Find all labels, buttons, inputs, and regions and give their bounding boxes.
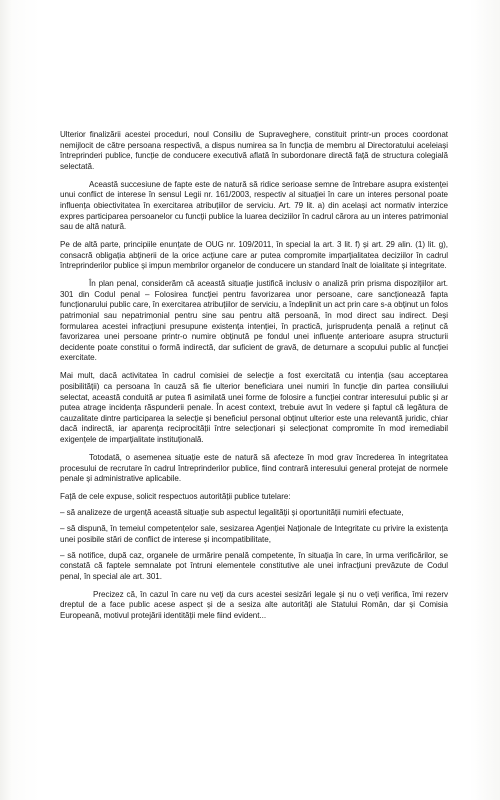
request-item-3: – să notifice, după caz, organele de urmărire penală competente, în situația în care, în urma verificărilor, se constată că faptele semnalate pot întruni elementele constitutive ale unei infracțiuni prevăzute de Codul penal, în special ale art. 301. (60, 550, 448, 581)
paragraph-1: Ulterior finalizării acestei proceduri, noul Consiliu de Supraveghere, constituit printr-un proces coordonat nemijlocit de către persoana respectivă, a dispus numirea sa în funcția de membru al Directoratului aceleiași întreprinderi publice, funcție de conducere executivă aflată în subordonare directă față de structura colegială selectată. (60, 130, 448, 171)
request-item-1: – să analizeze de urgență această situație sub aspectul legalității și oportunității numirii efectuate, (60, 507, 404, 517)
paragraph-4: În plan penal, considerăm că această situație justifică inclusiv o analiză prin prisma dispozițiilor art. 301 din Codul penal – Folosirea funcției pentru favorizarea unor persoane, care sancționează fapta funcționarului public care, în exercitarea atribuțiilor de serviciu, a îndeplinit un act prin care s-a obținut un folos patrimonial sau nepatrimonial pentru sine sau pentru altă persoană, în mod direct sau indirect. Deși formularea acestei infracțiuni presupune existența intenției, în practică, jurisprudența penală a reținut că favorizarea unei persoane printr-o numire obținută pe fondul unei influențe anterioare asupra structurii decidente poate constitui o formă indirectă, dar suficient de gravă, de deturnare a scopului public al funcției exercitate. (60, 279, 448, 363)
document-body (60, 130, 448, 629)
paragraph-6: Totodată, o asemenea situație este de natură să afecteze în mod grav încrederea în integritatea procesului de recrutare în cadrul întreprinderilor publice, fiind contrară interesului general protejat de normele penale și administrative aplicabile. (60, 452, 448, 484)
paragraph-2: Această succesiune de fapte este de natură să ridice serioase semne de întrebare asupra existenței unui conflict de interese în sensul Legii nr. 161/2003, respectiv al situației în care un interes personal poate influența obiectivitatea în exercitarea atribuțiilor de serviciu. Art. 79 lit. a) din același act normativ interzice expres participarea persoanelor cu funcții publice la luarea deciziilor în cadrul cărora au un interes patrimonial sau de altă natură. (60, 179, 448, 232)
request-item-2: – să dispună, în temeiul competențelor sale, sesizarea Agenției Naționale de Integritate cu privire la existența unei posibile stări de conflict de interese și incompatibilitate, (60, 523, 448, 544)
paragraph-3: Pe de altă parte, principiile enunțate de OUG nr. 109/2011, în special la art. 3 lit. f) și art. 29 alin. (1) lit. g), consacră obligația abținerii de la orice acțiune care ar putea compromite imparțialitatea deciziilor în cadrul întreprinderilor publice și impun membrilor organelor de conducere un standard înalt de loialitate și integritate. (60, 240, 448, 271)
closing-paragraph: Precizez că, în cazul în care nu veți da curs acestei sesizări legale și nu o veți verifica, îmi rezerv dreptul de a face public acese aspect și de a sesiza alte autorități ale Statului Român, dar și Comisia Europeană, motivul protejării identității mele fiind evident... (60, 589, 448, 621)
paragraph-7: Față de cele expuse, solicit respectuos autorității publice tutelare: (60, 492, 291, 502)
paragraph-5: Mai mult, dacă activitatea în cadrul comisiei de selecție a fost exercitată cu intenția (sau acceptarea posibilității) ca persoana în cauză să fie ulterior beneficiara unei numiri în funcție din partea consiliului selectat, această conduită ar putea fi asimilată unei forme de folosire a funcției contrar interesului public și ar putea atrage incidența răspunderii penale. În acest context, trebuie avut în vedere și faptul că legătura de cauzalitate dintre participarea la selecție și beneficiul personal obținut ulterior este una relevantă juridic, chiar dacă indirectă, iar aparența reciprocității între selecționari și selecționat compromite în mod iremediabil exigențele de imparțialitate instituțională. (60, 371, 448, 444)
